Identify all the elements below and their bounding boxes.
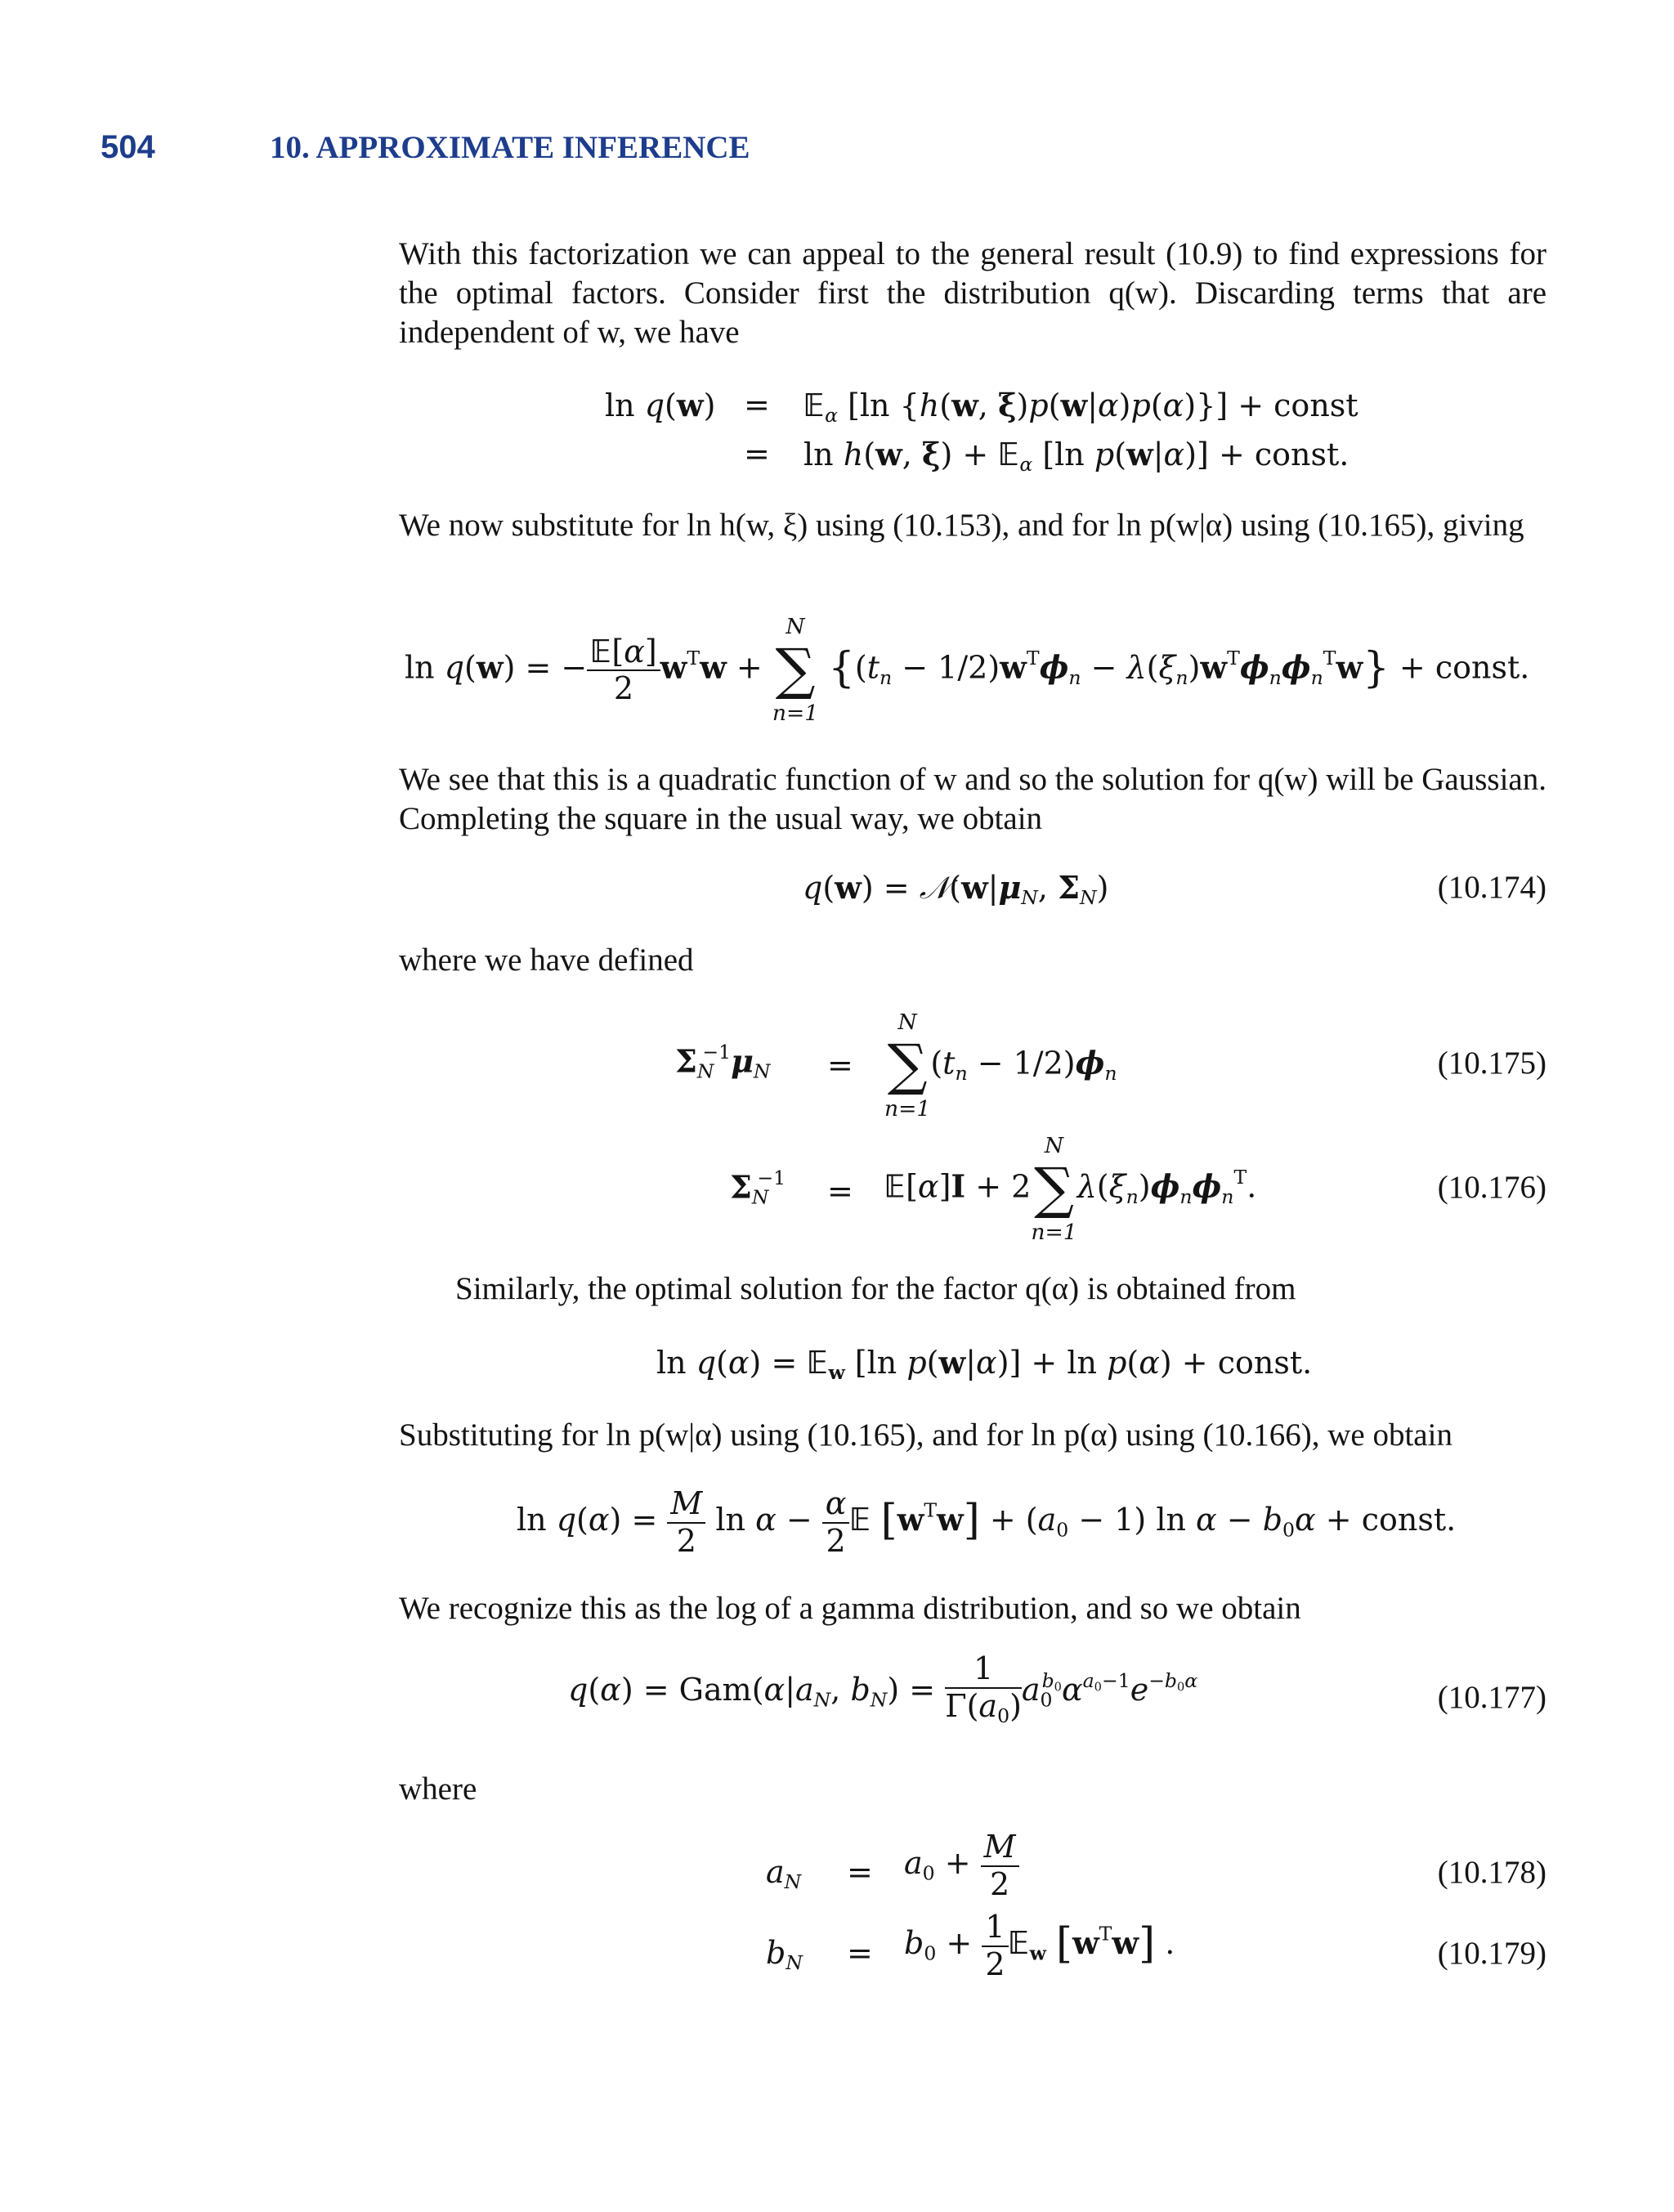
equals-sign: = bbox=[847, 1854, 873, 1890]
paragraph-defined bbox=[399, 941, 1546, 980]
paragraph-intro bbox=[399, 235, 1546, 352]
equation-expectation-alpha: 𝔼$_\alpha$ [ln {h(w, ξ)p(w|α)p(α)}] + const bbox=[803, 387, 1358, 428]
equation-number: (10.176) bbox=[1437, 1170, 1546, 1205]
equation-lnq-alpha-expanded: ln q(α) = $\frac{M}{2}$ ln α − $\frac{\alpha}{2}$ 𝔼 $[w^Tw] + (a_0 - 1)$ $\ln \alpha - b_0\alpha$ + const. bbox=[517, 1485, 1457, 1559]
paragraph-similarly bbox=[455, 1269, 1546, 1309]
paragraph-text: where bbox=[399, 1771, 477, 1807]
equals-sign: = bbox=[744, 436, 770, 472]
equals-sign: = bbox=[847, 1935, 873, 1971]
equals-sign: = bbox=[827, 1047, 853, 1083]
equation-sigma-inverse-lhs: $\Sigma_N^{-1}$ bbox=[730, 1166, 786, 1209]
equation-sigma-mu-rhs: N ∑ n=1 $(t_n - 1/2)\phi_n$ bbox=[884, 1010, 1117, 1122]
equation-sigma-mu-lhs: $\Sigma_N^{-1}\mu_N$ bbox=[675, 1041, 771, 1083]
paragraph-text: We now substitute for ln h(w, ξ) using (10.153), and for ln p(w|α) using (10.165), giving bbox=[399, 508, 1524, 543]
paragraph-text: We see that this is a quadratic function of w and so the solution for q(w) will be Gaussian. Completing the square in the usual way, we obtain bbox=[399, 762, 1546, 836]
paragraph-substitute bbox=[399, 506, 1546, 545]
equals-sign: = bbox=[827, 1173, 853, 1209]
paragraph-text: Substituting for ln p(w|α) using (10.165), and for ln p(α) using (10.166), we obtain bbox=[399, 1417, 1452, 1453]
equation-number: (10.174) bbox=[1437, 870, 1546, 905]
paragraph-gamma bbox=[399, 1589, 1546, 1628]
paragraph-quadratic bbox=[399, 760, 1546, 839]
equation-number: (10.179) bbox=[1437, 1936, 1546, 1971]
paragraph-where bbox=[399, 1770, 1546, 1809]
equation-bN-rhs: $b_0$ + $\frac{1}{2}$ 𝔼$_w$ $[w^Tw]$ . bbox=[904, 1909, 1175, 1982]
equation-gaussian: $q(w) = 𝒩(w|\mu_N$, $\Sigma_N$) bbox=[803, 869, 1109, 910]
equation-number: (10.175) bbox=[1437, 1046, 1546, 1081]
paragraph-text: Similarly, the optimal solution for the factor q(α) is obtained from bbox=[455, 1271, 1296, 1306]
equation-number: (10.178) bbox=[1437, 1855, 1546, 1890]
equation-gamma-distribution: $q(\alpha) = Gam(\alpha|a_N$, $b_N$) = $\frac{1}{\Gamma(a_0)}$ $a_0^{b_0}\alpha^{a_0-1}e^{-b_0\alpha}$ bbox=[568, 1650, 1198, 1727]
chapter-title: 10. APPROXIMATE INFERENCE bbox=[270, 130, 750, 165]
equation-lnq-alpha: ln q(α) = 𝔼$_w$ [ln p(w|α)] + ln p(α) + const. bbox=[656, 1344, 1313, 1385]
paragraph-substituting bbox=[399, 1416, 1546, 1455]
equation-lnqw-expanded: ln q(w) = − $\frac{\text{𝔼[α]}}{2}$ $w^Tw$ + N ∑ n=1 $\{(t_n - 1/2)w^T\phi_n - \lambda(\xi_n)w^T\phi_n\phi_n^Tw\}$ + const. bbox=[405, 614, 1530, 727]
paragraph-text: where we have defined bbox=[399, 943, 694, 978]
page-number: 504 bbox=[101, 129, 155, 165]
equation-sigma-inverse-rhs: 𝔼[α]I + 2 N ∑ n=1 $\lambda(\xi_n)\phi_n\phi_n^T$. bbox=[884, 1133, 1257, 1246]
equation-lnqw-line2: ln h(w, ξ) + 𝔼$_\alpha$ [ln p(w|α)] + const. bbox=[803, 436, 1349, 477]
equation-number: (10.177) bbox=[1437, 1680, 1546, 1715]
equation-aN-lhs: $a_N$ bbox=[766, 1854, 802, 1894]
equation-aN-rhs: $a_0$ + $\frac{M}{2}$ bbox=[904, 1829, 1019, 1902]
equation-lnqw-line1: ln q(w) bbox=[605, 387, 716, 423]
paragraph-text: We recognize this as the log of a gamma distribution, and so we obtain bbox=[399, 1591, 1301, 1626]
equation-bN-lhs: $b_N$ bbox=[766, 1935, 803, 1975]
equals-sign: = bbox=[744, 387, 770, 423]
paragraph-text: With this factorization we can appeal to the general result (10.9) to find expressions for the optimal factors. Consider first the distribution q(w). Discarding terms that are independent of w, we have bbox=[399, 236, 1546, 350]
